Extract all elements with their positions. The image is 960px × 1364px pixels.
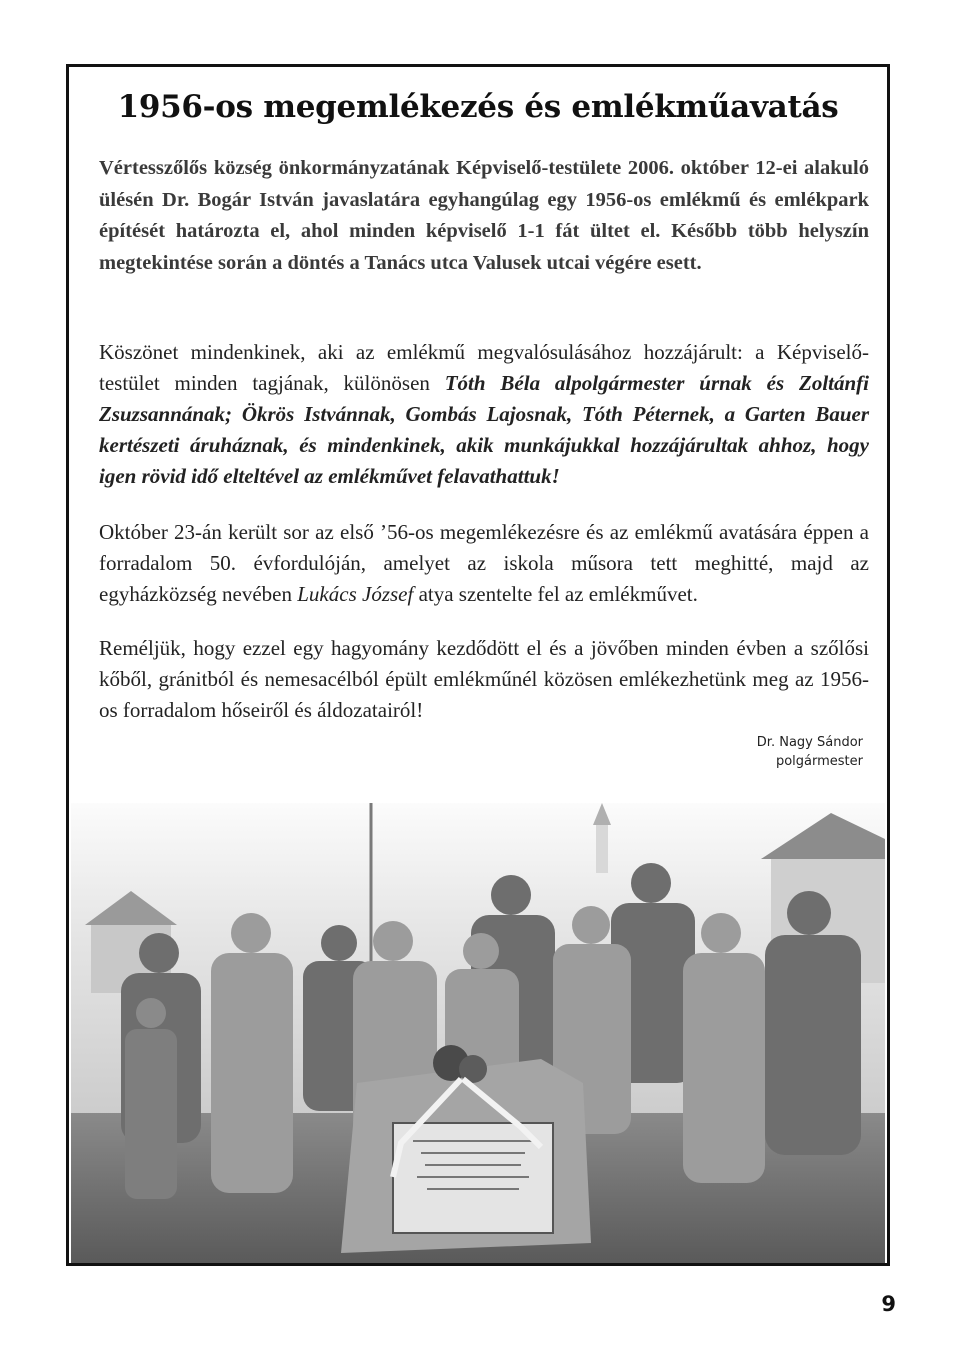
signature-name: Dr. Nagy Sándor	[756, 735, 863, 750]
page-number: 9	[881, 1292, 896, 1316]
closing-paragraph: Reméljük, hogy ezzel egy hagyomány kezdődött el és a jövőben minden évben a szőlősi kőből, gránitból és nemesacélból épült emlékműnél közösen emlékezhetünk meg az 1956-os forradalom hőseiről és áldozatairól!	[99, 636, 869, 722]
article-frame	[66, 64, 890, 1266]
group-photo-illustration	[71, 783, 885, 1263]
priest-name: Lukács József	[297, 582, 414, 606]
signature-block	[757, 733, 863, 771]
thanks-names: Tóth Béla alpolgármester úrnak és Zoltánfi Zsuzsannának; Ökrös Istvánnak, Gombás Lajosnak, Tóth Péternek, a Garten Bauer kertészeti áruháznak, és mindenkinek, akik munkájukkal hozzájárultak ahhoz, hogy igen rövid idő elteltével az emlékművet felavathattuk!	[99, 371, 869, 488]
group-photo	[71, 783, 885, 1263]
october-tail: atya szentelte fel az emlékművet.	[413, 582, 698, 606]
article-title: 1956-os megemlékezés és emlékműavatás	[117, 89, 839, 125]
church-tower	[596, 823, 608, 873]
october-paragraph	[99, 517, 869, 610]
signature-role: polgármester	[775, 754, 863, 769]
thanks-lead: Köszönet mindenkinek, aki az emlékmű megvalósulásához hozzájárult: a Képviselő-testület minden tagjának, különösen	[99, 340, 869, 395]
intro-paragraph: Vértesszőlős község önkormányzatának Képviselő-testülete 2006. október 12-ei alakuló ülésén Dr. Bogár István javaslatára egyhangúlag egy 1956-os emlékmű és emlékpark építését határozta el, ahol minden képviselő 1-1 fát ültet el. Később több helyszín megtekintése során a döntés a Tanács utca Valusek utcai végére esett.	[99, 157, 869, 274]
october-lead: Október 23-án került sor az első ’56-os megemlékezésre és az emlékmű avatására éppen a forradalom 50. évfordulóján, amelyet az iskola műsora tett meghitté, majd az egyházközség nevében	[99, 520, 869, 606]
thanks-paragraph	[99, 337, 869, 492]
